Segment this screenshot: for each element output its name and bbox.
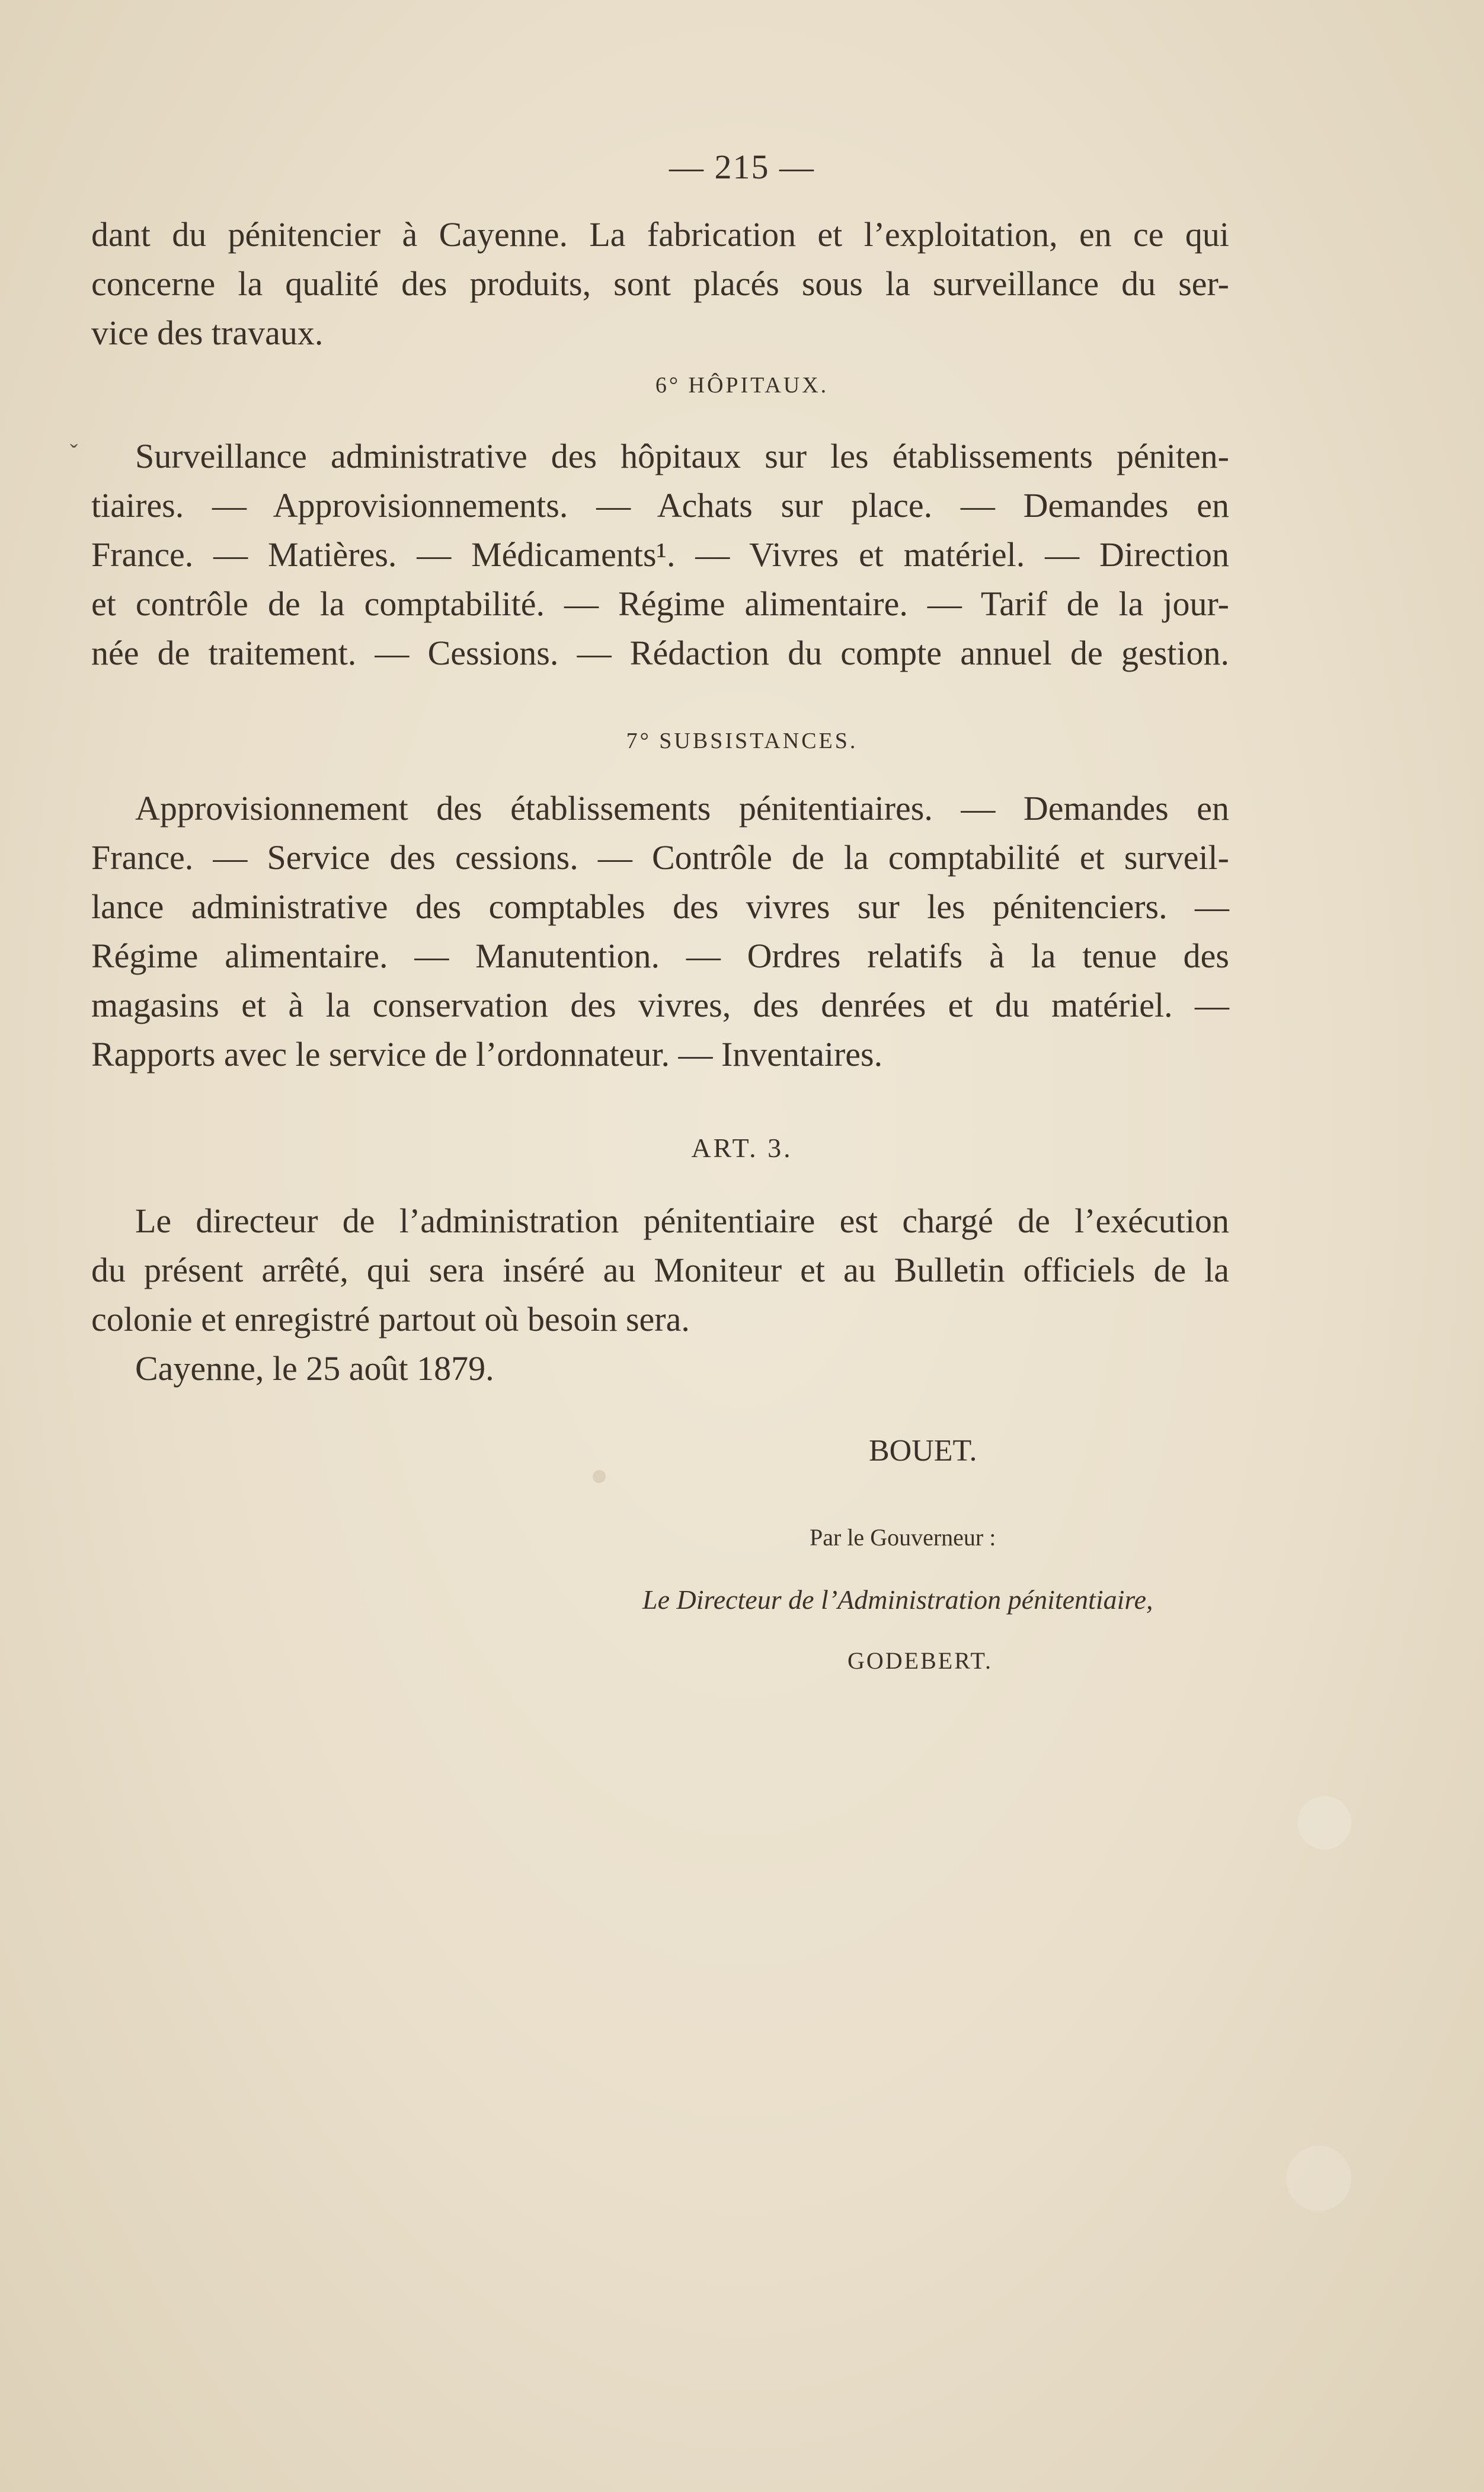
paper-stain bbox=[1298, 1796, 1351, 1849]
text-line: colonie et enregistré partout où besoin sera. bbox=[91, 1300, 690, 1338]
section-heading-hopitaux: 6° HÔPITAUX. bbox=[655, 373, 829, 398]
text-line: magasins et à la conservation des vivres, des denrées et du matériel. — bbox=[91, 986, 1229, 1024]
signature-directeur: GODEBERT. bbox=[847, 1647, 993, 1674]
text-line: du présent arrêté, qui sera inséré au Moniteur et au Bulletin officiels de la bbox=[91, 1251, 1229, 1289]
director-title: Le Directeur de l’Administration pénitentiaire, bbox=[642, 1584, 1153, 1615]
text-line: vice des travaux. bbox=[91, 314, 324, 352]
date-line: Cayenne, le 25 août 1879. bbox=[135, 1349, 494, 1388]
text-line: concerne la qualité des produits, sont placés sous la surveillance du ser- bbox=[91, 264, 1229, 303]
text-line: Surveillance administrative des hôpitaux sur les établissements péniten- bbox=[135, 437, 1229, 475]
section-paragraph-subsistances bbox=[91, 784, 1229, 1079]
top-paragraph bbox=[91, 210, 1229, 357]
text-line: tiaires. — Approvisionnements. — Achats sur place. — Demandes en bbox=[91, 486, 1229, 525]
page-number-header: — 215 — bbox=[669, 148, 815, 186]
article-paragraph bbox=[91, 1196, 1229, 1393]
paper-stain bbox=[593, 1470, 606, 1483]
text-line: Le directeur de l’administration pénitentiaire est chargé de l’exécution bbox=[135, 1202, 1229, 1240]
section-paragraph-hopitaux bbox=[91, 432, 1229, 678]
signature-gouverneur: BOUET. bbox=[869, 1434, 977, 1468]
text-line: et contrôle de la comptabilité. — Régime alimentaire. — Tarif de la jour- bbox=[91, 584, 1229, 623]
text-line: France. — Service des cessions. — Contrôle de la comptabilité et surveil- bbox=[91, 838, 1229, 877]
text-line: Rapports avec le service de l’ordonnateur. — Inventaires. bbox=[91, 1035, 883, 1074]
text-line: née de traitement. — Cessions. — Rédaction du compte annuel de gestion. bbox=[91, 634, 1229, 672]
text-line: France. — Matières. — Médicaments¹. — Vivres et matériel. — Direction bbox=[91, 535, 1229, 574]
text-line: dant du pénitencier à Cayenne. La fabrication et l’exploitation, en ce qui bbox=[91, 215, 1229, 254]
margin-mark: ˇ bbox=[70, 439, 78, 466]
text-line: Régime alimentaire. — Manutention. — Ordres relatifs à la tenue des bbox=[91, 937, 1229, 975]
par-le-gouverneur: Par le Gouverneur : bbox=[810, 1524, 996, 1551]
paper-stain bbox=[1286, 2146, 1351, 2211]
section-heading-subsistances: 7° SUBSISTANCES. bbox=[626, 729, 858, 753]
article-heading: ART. 3. bbox=[691, 1133, 793, 1163]
text-line: lance administrative des comptables des vivres sur les pénitenciers. — bbox=[91, 887, 1229, 926]
text-line: Approvisionnement des établissements pénitentiaires. — Demandes en bbox=[135, 789, 1229, 828]
